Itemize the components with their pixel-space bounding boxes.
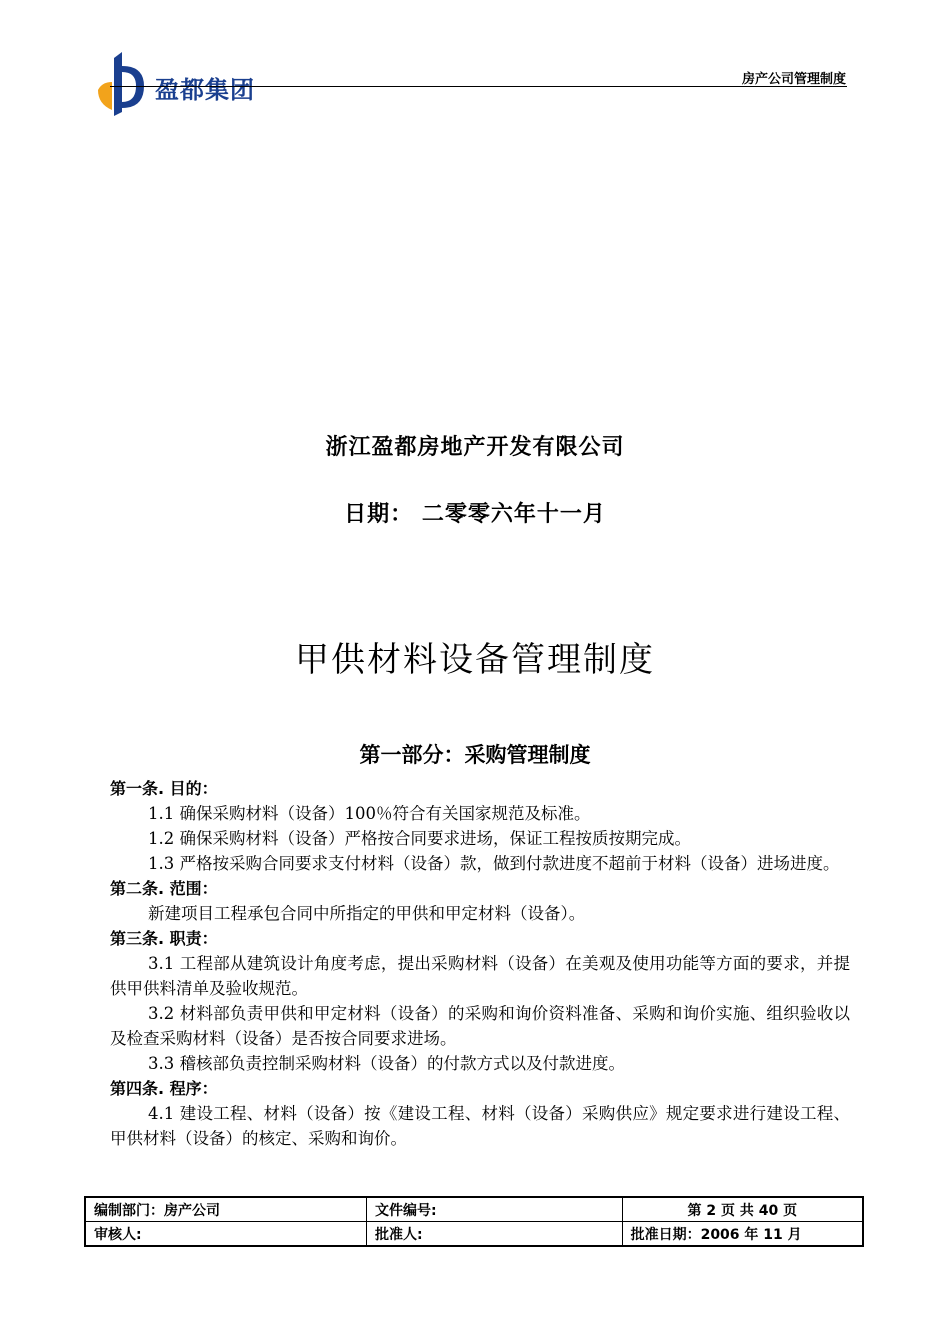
footer-approve-date: 批准日期：2006 年 11 月 (622, 1222, 863, 1247)
section-heading: 第一条. 目的： (110, 779, 218, 798)
footer-dept: 编制部门：房产公司 (85, 1197, 366, 1222)
section-heading: 第三条. 职责： (110, 929, 218, 948)
paragraph: 3.3 稽核部负责控制采购材料（设备）的付款方式以及付款进度。 (148, 1054, 625, 1073)
footer-reviewer: 审核人: (85, 1222, 366, 1247)
paragraph: 1.2 确保采购材料（设备）严格按合同要求进场，保证工程按质按期完成。 (148, 829, 691, 848)
date-line: 日期： 二零零六年十一月 (344, 502, 606, 527)
footer-file-no: 文件编号: (366, 1197, 622, 1222)
paragraph: 4.1 建设工程、材料（设备）按《建设工程、材料（设备）采购供应》规定要求进行建设工程、甲供材料（设备）的核定、采购和询价。 (110, 1104, 850, 1148)
logo-text: 盈都集团 (155, 76, 255, 104)
paragraph: 3.1 工程部从建筑设计角度考虑，提出采购材料（设备）在美观及使用功能等方面的要求，并提供甲供料清单及验收规范。 (110, 954, 850, 998)
footer-page: 第 2 页 共 40 页 (622, 1197, 863, 1222)
section-heading: 第二条. 范围： (110, 879, 218, 898)
part-title: 第一部分：采购管理制度 (359, 743, 591, 767)
footer-approver: 批准人: (366, 1222, 622, 1247)
header-rule (110, 86, 847, 87)
section-heading: 第四条. 程序： (110, 1079, 218, 1098)
document-body (110, 776, 850, 1151)
page-header (0, 0, 950, 120)
paragraph: 1.1 确保采购材料（设备）100％符合有关国家规范及标准。 (148, 804, 591, 823)
footer-row (85, 1197, 863, 1222)
header-title: 房产公司管理制度 (741, 72, 846, 87)
paragraph: 3.2 材料部负责甲供和甲定材料（设备）的采购和询价资料准备、采购和询价实施、组织验收以及检查采购材料（设备）是否按合同要求进场。 (110, 1004, 850, 1048)
paragraph: 1.3 严格按采购合同要求支付材料（设备）款，做到付款进度不超前于材料（设备）进场进度。 (148, 854, 840, 873)
company-name: 浙江盈都房地产开发有限公司 (325, 435, 625, 460)
company-logo-icon (94, 52, 152, 116)
footer-row (85, 1222, 863, 1247)
paragraph: 新建项目工程承包合同中所指定的甲供和甲定材料（设备）。 (148, 904, 586, 923)
footer-table (84, 1196, 864, 1247)
document-title: 甲供材料设备管理制度 (295, 640, 655, 680)
